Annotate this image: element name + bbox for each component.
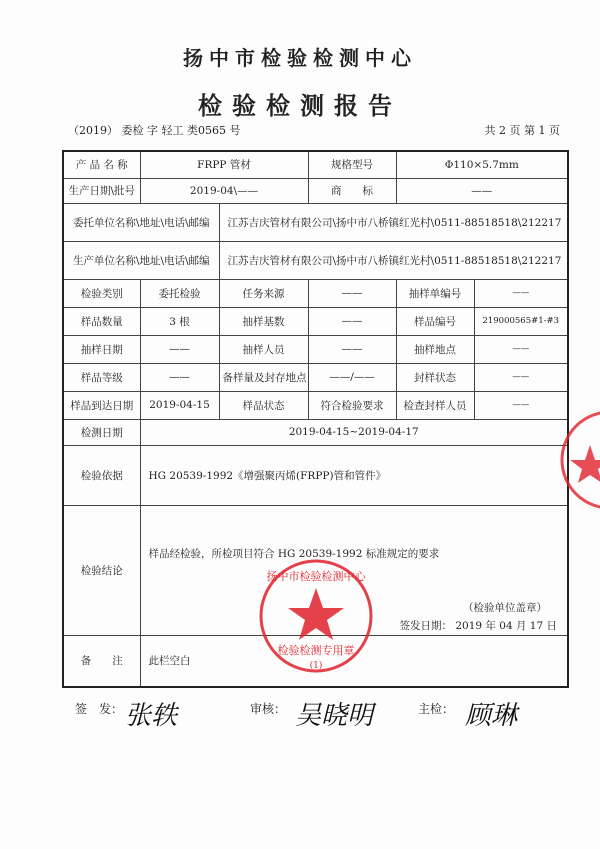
- grid-row: [63, 335, 568, 363]
- basis-value: HG 20539-1992《增强聚丙烯(FRPP)管和管件》: [140, 445, 568, 505]
- brand-label: 商 标: [308, 178, 396, 203]
- remark-value: 此栏空白: [140, 635, 568, 687]
- seal-number: (1): [309, 661, 323, 671]
- grid-value: ——/——: [308, 363, 396, 391]
- grid-value: ——: [474, 279, 568, 307]
- grid-value: ——: [474, 391, 568, 419]
- grid-label: 样品状态: [219, 391, 308, 419]
- grid-value: 219000565#1-#3: [474, 307, 568, 335]
- client-label: 委托单位名称\地址\电话\邮编: [63, 203, 219, 241]
- report-number: （2019） 委检 字 轻工 类0565 号: [68, 124, 241, 137]
- issue-label: 签发日期：: [399, 619, 453, 632]
- grid-row: [63, 279, 568, 307]
- product-value: FRPP 管材: [140, 151, 308, 178]
- grid-value: ——: [140, 335, 219, 363]
- seal-star-icon: [288, 588, 344, 640]
- client-value: 江苏吉庆管材有限公司\扬中市八桥镇红光村\0511-88518518\212217: [219, 203, 568, 241]
- grid-label: 样品到达日期: [63, 391, 140, 419]
- product-label: 产 品 名 称: [63, 151, 140, 178]
- chief-label: 主检：: [418, 702, 455, 716]
- grid-row: [63, 391, 568, 419]
- grid-label: 抽样人员: [219, 335, 308, 363]
- seal-text: 扬中市检验检测中心: [266, 570, 366, 583]
- test-date-label: 检测日期: [63, 419, 140, 445]
- spec-value: Φ110×5.7mm: [396, 151, 568, 178]
- seal-subtext: 检验检测专用章: [277, 644, 355, 657]
- grid-label: 检验类别: [63, 279, 140, 307]
- grid-value: 3 根: [140, 307, 219, 335]
- date-label: 生产日期\批号: [63, 178, 140, 203]
- report-title: 检验检测报告: [198, 91, 402, 120]
- org-title: 扬中市检验检测中心: [183, 46, 417, 70]
- issuer-signature: 张轶: [125, 701, 178, 731]
- test-date-value: 2019-04-15~2019-04-17: [140, 419, 568, 445]
- grid-label: 样品编号: [396, 307, 474, 335]
- grid-label: 抽样基数: [219, 307, 308, 335]
- grid-label: 检查封样人员: [396, 391, 474, 419]
- remark-label: 备 注: [63, 635, 140, 687]
- grid-label: 封样状态: [396, 363, 474, 391]
- brand-value: ——: [396, 178, 568, 203]
- grid-label: 抽样日期: [63, 335, 140, 363]
- date-value: 2019-04\——: [140, 178, 308, 203]
- grid-value: ——: [140, 363, 219, 391]
- grid-value: 2019-04-15: [140, 391, 219, 419]
- basis-label: 检验依据: [63, 445, 140, 505]
- maker-label: 生产单位名称\地址\电话\邮编: [63, 241, 219, 279]
- reviewer-signature: 吴晓明: [295, 701, 374, 731]
- official-seal: [258, 558, 374, 674]
- grid-label: 抽样单编号: [396, 279, 474, 307]
- edge-seal: [560, 405, 600, 515]
- grid-value: ——: [308, 307, 396, 335]
- grid-label: 任务来源: [219, 279, 308, 307]
- grid-value: ——: [474, 335, 568, 363]
- chief-signature: 顾琳: [465, 701, 518, 731]
- seal-note: （检验单位盖章）: [463, 601, 548, 614]
- grid-value: 委托检验: [140, 279, 219, 307]
- grid-value: ——: [308, 279, 396, 307]
- reviewer-label: 审核：: [250, 702, 287, 716]
- conclusion-label: 检验结论: [63, 505, 140, 635]
- issue-date: 2019 年 04 月 17 日: [455, 619, 558, 632]
- conclusion-text: 样品经检验，所检项目符合 HG 20539-1992 标准规定的要求: [148, 547, 440, 560]
- grid-label: 样品等级: [63, 363, 140, 391]
- grid-value: ——: [308, 335, 396, 363]
- grid-label: 样品数量: [63, 307, 140, 335]
- grid-value: ——: [474, 363, 568, 391]
- grid-row: [63, 363, 568, 391]
- issuer-label: 签 发：: [75, 702, 124, 716]
- spec-label: 规格型号: [308, 151, 396, 178]
- maker-value: 江苏吉庆管材有限公司\扬中市八桥镇红光村\0511-88518518\212217: [219, 241, 568, 279]
- grid-row: [63, 307, 568, 335]
- grid-label: 备样量及封存地点: [219, 363, 308, 391]
- grid-label: 抽样地点: [396, 335, 474, 363]
- grid-value: 符合检验要求: [308, 391, 396, 419]
- seal-star-icon: [570, 445, 600, 483]
- page-info: 共 2 页 第 1 页: [484, 124, 560, 137]
